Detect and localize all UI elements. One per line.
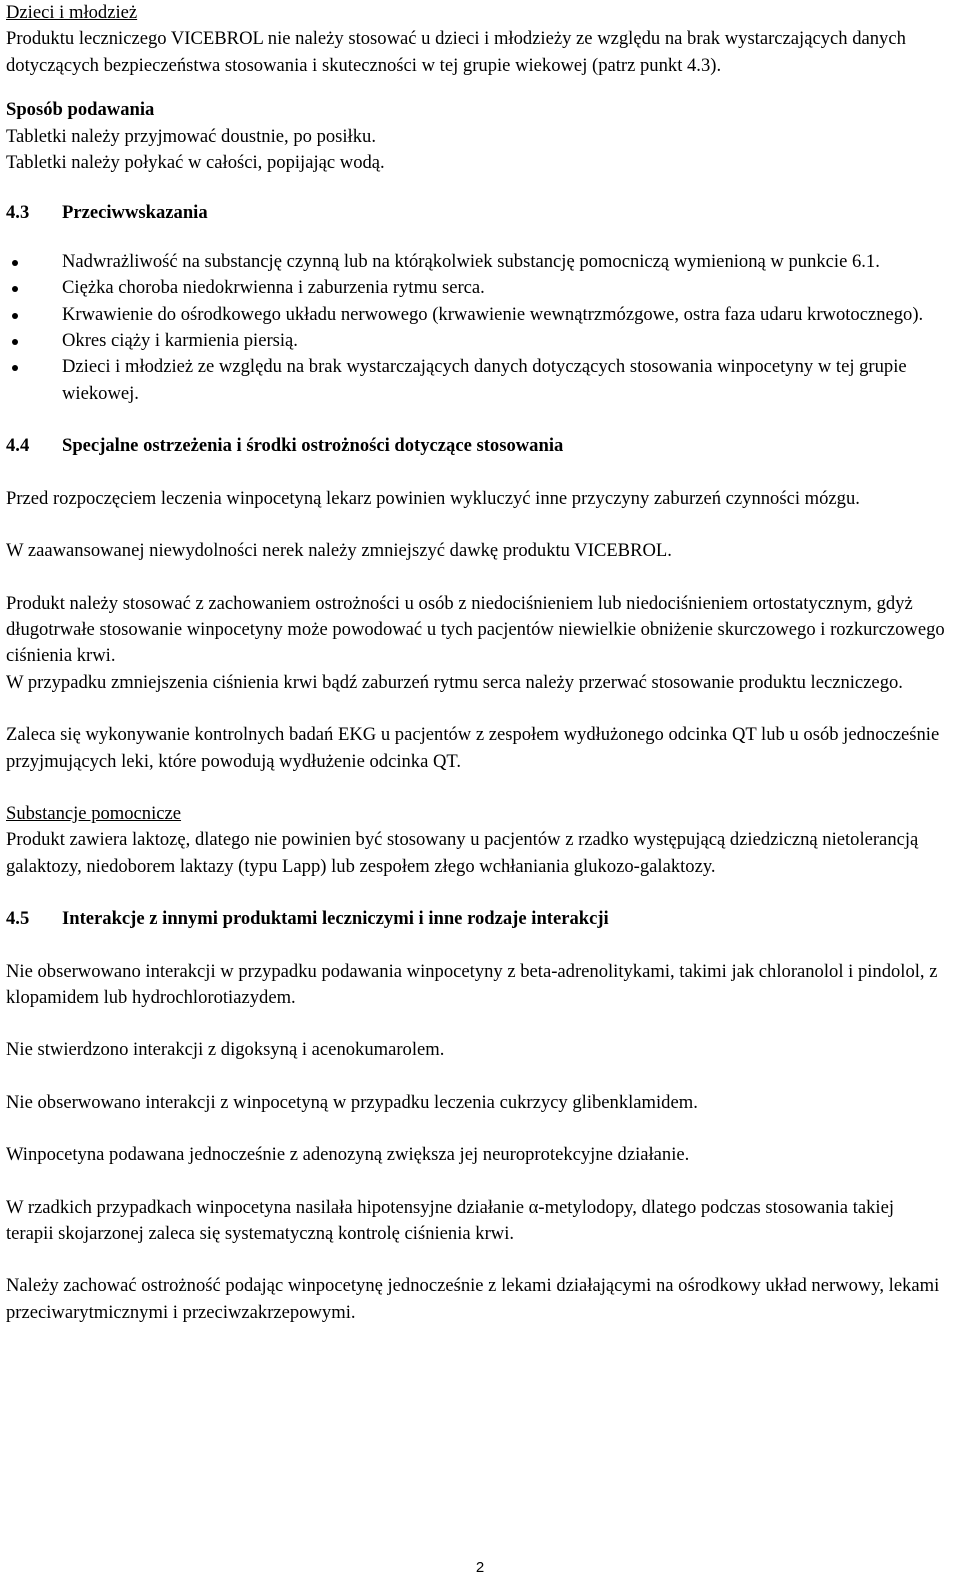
paragraph: W przypadku zmniejszenia ciśnienia krwi bądź zaburzeń rytmu serca należy przerwać stosowanie produktu leczniczego.	[6, 671, 903, 693]
section-4-5-heading	[6, 906, 946, 932]
administration-line-1: Tabletki należy przyjmować doustnie, po posiłku.	[6, 125, 376, 147]
paragraph: Zaleca się wykonywanie kontrolnych badań EKG u pacjentów z zespołem wydłużonego odcinka QT lub u osób jednocześnie przyjmujących leki, które powodują wydłużenie odcinka QT.	[6, 724, 940, 772]
document-page	[6, 0, 946, 1326]
bullet-icon	[12, 313, 18, 319]
children-subheading: Dzieci i młodzież	[6, 2, 138, 23]
bullet-icon	[12, 365, 18, 371]
contraindications-list	[6, 249, 946, 407]
paragraph: Nie obserwowano interakcji z winpocetyną w przypadku leczenia cukrzycy glibenklamidem.	[6, 1091, 698, 1113]
bullet-icon	[12, 286, 18, 292]
list-item: Dzieci i młodzież ze względu na brak wystarczających danych dotyczących stosowania winpocetyny w tej grupie wiekowej.	[6, 354, 946, 407]
paragraph: Nie stwierdzono interakcji z digoksyną i acenokumarolem.	[6, 1039, 445, 1061]
paragraph: Nie obserwowano interakcji w przypadku podawania winpocetyny z beta-adrenolitykami, takimi jak chloranolol i pindolol, z klopamidem lub hydrochlorotiazydem.	[6, 960, 938, 1008]
section-title: Przeciwwskazania	[62, 202, 208, 224]
paragraph: W zaawansowanej niewydolności nerek należy zmniejszyć dawkę produktu VICEBROL.	[6, 540, 672, 562]
paragraph: Przed rozpoczęciem leczenia winpocetyną lekarz powinien wykluczyć inne przyczyny zaburzeń czynności mózgu.	[6, 487, 860, 509]
section-number: 4.4	[6, 435, 30, 457]
section-4-4-heading	[6, 433, 946, 459]
paragraph: Winpocetyna podawana jednocześnie z adenozyną zwiększa jej neuroprotekcyjne działanie.	[6, 1144, 690, 1166]
excipients-paragraph: Produkt zawiera laktozę, dlatego nie powinien być stosowany u pacjentów z rzadko występującą dziedziczną nietolerancją galaktozy, niedoborem laktazy (typu Lapp) lub zespołem złego wchłaniania glukozo-galaktozy.	[6, 829, 919, 877]
paragraph: W rzadkich przypadkach winpocetyna nasilała hipotensyjne działanie α-metylodopy, dlatego podczas stosowania takiej terapii skojarzonej zaleca się systematyczną kontrolę ciśnienia krwi.	[6, 1196, 894, 1244]
section-number: 4.3	[6, 202, 30, 224]
list-item: Ciężka choroba niedokrwienna i zaburzenia rytmu serca.	[6, 275, 946, 301]
administration-heading: Sposób podawania	[6, 99, 155, 121]
administration-line-2: Tabletki należy połykać w całości, popijając wodą.	[6, 152, 385, 174]
children-paragraph: Produktu leczniczego VICEBROL nie należy stosować u dzieci i młodzieży ze względu na brak wystarczających danych dotyczących bezpieczeństwa stosowania i skuteczności w tej grupie wiekowej (patrz punkt 4.3).	[6, 28, 906, 76]
paragraph: Należy zachować ostrożność podając winpocetynę jednocześnie z lekami działającymi na ośrodkowy układ nerwowy, lekami przeciwarytmicznymi i przeciwzakrzepowymi.	[6, 1275, 940, 1323]
section-title: Interakcje z innymi produktami leczniczymi i inne rodzaje interakcji	[62, 908, 609, 930]
excipients-subheading: Substancje pomocnicze	[6, 802, 182, 824]
list-item: Nadwrażliwość na substancję czynną lub na którąkolwiek substancję pomocniczą wymienioną w punkcie 6.1.	[6, 249, 946, 275]
bullet-icon	[12, 339, 18, 345]
section-4-3-heading	[6, 200, 946, 226]
section-number: 4.5	[6, 908, 30, 930]
list-item: Krwawienie do ośrodkowego układu nerwowego (krwawienie wewnątrzmózgowe, ostra faza udaru krwotocznego).	[6, 302, 946, 328]
bullet-icon	[12, 260, 18, 266]
page-number: 2	[475, 1559, 485, 1576]
section-title: Specjalne ostrzeżenia i środki ostrożności dotyczące stosowania	[62, 435, 564, 457]
list-item: Okres ciąży i karmienia piersią.	[6, 328, 946, 354]
paragraph: Produkt należy stosować z zachowaniem ostrożności u osób z niedociśnieniem lub niedociśnieniem ortostatycznym, gdyż długotrwałe stosowanie winpocetyny może powodować u tych pacjentów niewielkie obniżenie skurczowego i rozkurczowego ciśnienia krwi.	[6, 592, 945, 667]
